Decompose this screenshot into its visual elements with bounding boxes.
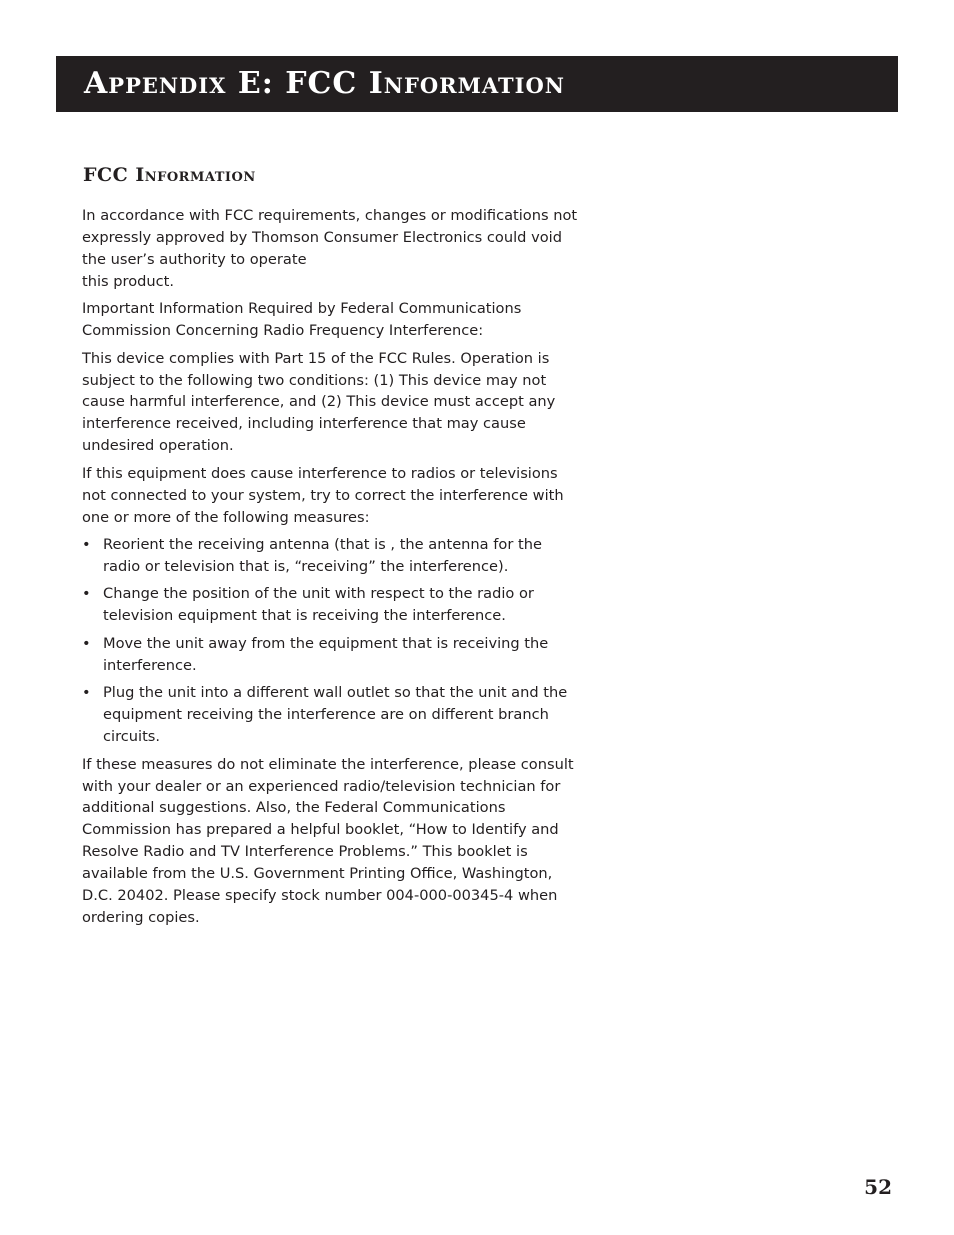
list-item-text: Reorient the receiving antenna (that is , the antenna for the radio or television that is, “receiving” the interference). <box>103 536 542 575</box>
list-item <box>82 633 582 677</box>
paragraph-authority <box>82 205 582 293</box>
paragraph-interference-intro: If this equipment does cause interference to radios or televisions not connected to your system, try to correct the interference with one or more of the following measures: <box>82 464 564 526</box>
list-item <box>82 682 582 748</box>
page-title: Appendix E: FCC Information <box>84 66 565 101</box>
bullet-icon: • <box>82 684 91 702</box>
paragraph-part15: This device complies with Part 15 of the FCC Rules. Operation is subject to the following two conditions: (1) This device may not cause harmful interference, and (2) This device must accept any interference received, including interference that may cause undesired operation. <box>82 349 556 455</box>
list-item-text: Change the position of the unit with respect to the radio or television equipment that is receiving the interference. <box>103 585 534 625</box>
paragraph-authority-end: this product. <box>82 272 175 290</box>
body-content <box>82 205 582 934</box>
bullet-icon: • <box>82 536 91 554</box>
bullet-icon: • <box>82 585 91 603</box>
section-title: FCC Information <box>83 164 256 186</box>
page-number: 52 <box>864 1175 892 1199</box>
list-item <box>82 534 582 578</box>
bullet-icon: • <box>82 634 91 652</box>
paragraph-important-info: Important Information Required by Federal Communications Commission Concerning Radio Frequency Interference: <box>82 300 522 340</box>
list-item <box>82 583 582 627</box>
paragraph-booklet: If these measures do not eliminate the interference, please consult with your dealer or an experienced radio/television technician for additional suggestions. Also, the Federal Communications Commission has prepared a helpful booklet, “How to Identify and Resolve Radio and TV Interference Problems.” This booklet is available from the U.S. Government Printing Office, Washington, D.C. 20402. Please specify stock number 004-000-00345-4 when ordering copies. <box>82 755 574 926</box>
list-item-text: Move the unit away from the equipment that is receiving the interference. <box>103 634 549 674</box>
header-bar <box>56 56 898 112</box>
list-item-text: Plug the unit into a different wall outlet so that the unit and the equipment receiving the interference are on different branch circuits. <box>103 684 568 746</box>
paragraph-authority-line: In accordance with FCC requirements, changes or modifications not expressly approved by Thomson Consumer Electronics could void the user’s authority to operate <box>82 207 578 268</box>
measures-list <box>82 534 582 748</box>
